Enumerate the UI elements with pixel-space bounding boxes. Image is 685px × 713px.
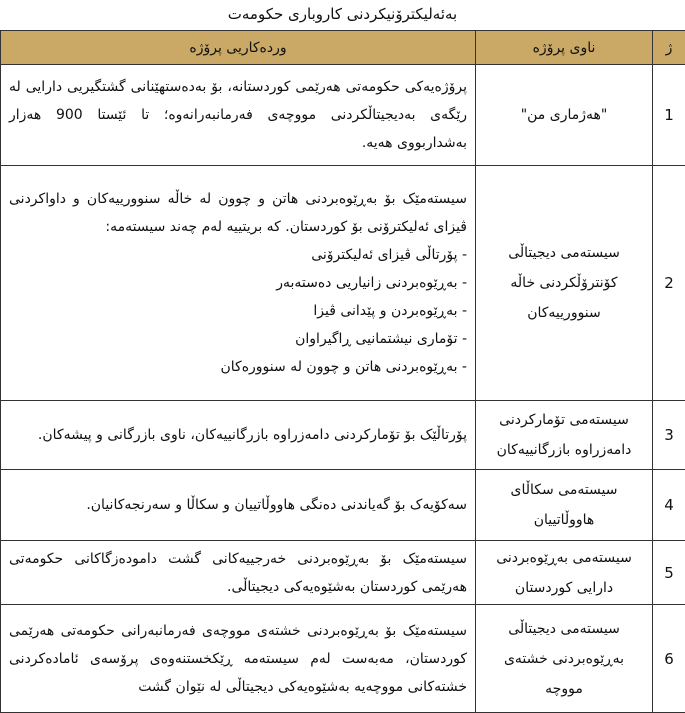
project-details: سیستەمێک بۆ بەڕێوەبردنی خەرجییەکانی گشت دامودەزگاکانی حکومەتی هەرێمی کوردستان بەشێوەیەکی دیجیتاڵی. [1, 541, 476, 605]
table-row [1, 605, 685, 713]
document-title: بەئەلیکترۆنیکردنی کاروباری حکومەت [227, 5, 458, 23]
row-number: 5 [653, 541, 685, 605]
row-number: 2 [653, 166, 685, 401]
project-name: سیستەمی بەڕێوەبردنی دارایی کوردستان [476, 541, 653, 605]
row-number: 4 [653, 470, 685, 541]
project-details: پۆرتاڵێک بۆ تۆمارکردنی دامەزراوە بازرگانییەکان، ناوی بازرگانی و پیشەکان. [1, 401, 476, 470]
project-name: سیستەمی تۆمارکردنی دامەزراوە بازرگانییەکان [476, 401, 653, 470]
table-row [1, 65, 685, 166]
project-details: سیستەمێک بۆ بەڕێوەبردنی خشتەی مووچەی فەرمانبەرانی حکومەتی هەرێمی کوردستان، مەبەست لەم سیستەمە ڕێکخستنەوەی پرۆسەی ئامادەکردنی خشتەکانی مووچەیە بەشێوەیەکی دیجیتاڵی لە نێوان گشت [1, 605, 476, 713]
table-header-row [1, 31, 685, 65]
table-row [1, 401, 685, 470]
project-name: سیستەمی سکاڵای هاووڵاتییان [476, 470, 653, 541]
list-item: - پۆرتاڵی ڤیزای ئەلیکترۆنی [311, 247, 467, 263]
project-name: "هەژماری من" [476, 65, 653, 166]
table-row [1, 541, 685, 605]
header-project-name: ناوی پرۆژە [476, 31, 653, 65]
header-project-details: وردەکاریی پرۆژە [1, 31, 476, 65]
list-item: - بەڕێوەبردن و پێدانی ڤیزا [313, 303, 467, 319]
list-item: - تۆماری نیشتمانیی ڕاگیراوان [295, 331, 467, 347]
row-number: 3 [653, 401, 685, 470]
list-item: - بەڕێوەبردنی هاتن و چوون لە سنوورەکان [220, 359, 467, 375]
project-details: سیستەمێک بۆ بەڕێوەبردنی هاتن و چوون لە خاڵە سنوورییەکان و داواکردنی ڤیزای ئەلیکترۆنی بۆ کوردستان. کە بریتییە لەم چەند سیستەمە: [9, 191, 467, 235]
project-name: سیستەمی دیجیتاڵی بەڕێوەبردنی خشتەی مووچە [476, 605, 653, 713]
row-number: 6 [653, 605, 685, 713]
project-details: سەکۆیەک بۆ گەیاندنی دەنگی هاووڵاتییان و سکاڵا و سەرنجەکانیان. [1, 470, 476, 541]
header-number: ژ [653, 31, 685, 65]
project-details: پرۆژەیەکی حکومەتی هەرێمی کوردستانە، بۆ بەدەستهێنانی گشتگیریی دارایی لە رێگەی بەدیجیتاڵکردنی مووچەی فەرمانبەرانەوە؛ تا ئێستا 900 هەزار بەشداربووی هەیە. [1, 65, 476, 166]
table-row [1, 470, 685, 541]
row-number: 1 [653, 65, 685, 166]
projects-table [0, 30, 685, 713]
project-details-cell [1, 166, 476, 401]
table-row [1, 166, 685, 401]
list-item: - بەڕێوەبردنی زانیاریی دەستەبەر [276, 275, 467, 291]
project-name: سیستەمی دیجیتاڵی کۆنترۆڵکردنی خاڵە سنوورییەکان [476, 166, 653, 401]
